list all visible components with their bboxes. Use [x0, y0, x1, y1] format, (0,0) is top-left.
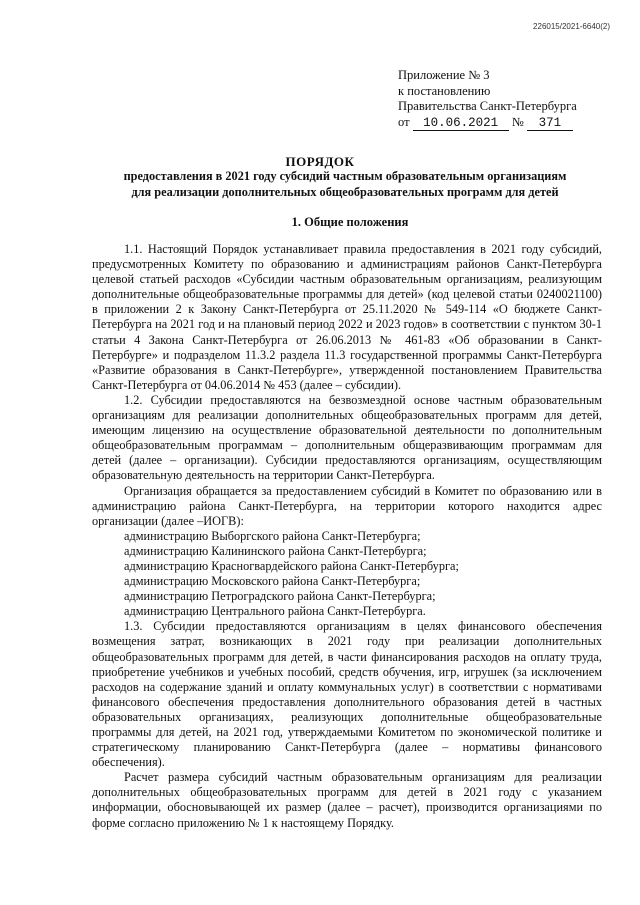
appendix-block [398, 68, 618, 131]
paragraph-calculation: Расчет размера субсидий частным образовательным организациям для реализации дополнительных общеобразовательных программ для детей в 2021 году с указанием информации, обосновывающей их размер (далее – расчет), производится организациями по форме согласно приложению № 1 к настоящему Порядку. [92, 770, 602, 830]
paragraph-1-3: 1.3. Субсидии предоставляются организациям в целях финансового обеспечения возмещения затрат, возникающих в 2021 году при реализации дополнительных общеобразовательных программ для детей, в части финансирования расходов на оплату труда, приобретение учебников и учебных пособий, средств обучения, игр, игрушек (за исключением расходов на содержание зданий и оплату коммунальных услуг) в соответствии с нормативами финансового обеспечения предоставления дополнительного образования детей в частных образовательных организациях, реализующих дополнительные общеобразовательные программы для детей, на 2021 год, утверждаемыми Комитетом по экономической политике и стратегическому планированию Санкт-Петербурга (далее – нормативы финансового обеспечения). [92, 619, 602, 770]
appendix-line-3: Правительства Санкт-Петербурга [398, 99, 577, 113]
list-item: администрацию Московского района Санкт-Петербурга; [124, 574, 421, 589]
subtitle-line-1: предоставления в 2021 году субсидий частным образовательным организациям [123, 169, 567, 183]
decree-date: 10.06.2021 [413, 117, 509, 131]
from-label: от [398, 114, 410, 129]
appendix-line-1: Приложение № 3 [398, 68, 490, 82]
paragraph-organization: Организация обращается за предоставлением субсидий в Комитет по образованию или в администрацию района Санкт-Петербурга, на территории которого находится адрес организации (далее –ИОГВ): [92, 483, 602, 528]
document-body [92, 242, 602, 831]
appendix-line-2: к постановлению [398, 83, 491, 98]
paragraph-1-1: 1.1. Настоящий Порядок устанавливает правила предоставления в 2021 году субсидий, предусмотренных Комитету по образованию и администрациям районов Санкт-Петербурга целевой статьей расходов «Субсидии частным образовательным организациям, реализующим дополнительные общеобразовательные программы для детей» (код целевой статьи 0240021100) в приложении 2 к Закону Санкт-Петербурга от 25.11.2020 № 549-114 «О бюджете Санкт-Петербурга на 2021 год и на плановый период 2022 и 2023 годов» в соответствии с пунктом 30-1 статьи 4 Закона Санкт-Петербурга от 26.06.2013 № 461-83 «Об образовании в Санкт-Петербурге» и подразделом 11.3.2 раздела 11.3 государственной программы Санкт-Петербурга «Развитие образования в Санкт-Петербурге», утвержденной постановлением Правительства Санкт-Петербурга от 04.06.2014 № 453 (далее – субсидии). [92, 242, 602, 392]
document-id: 226015/2021-6640(2) [533, 22, 610, 31]
appendix-date-line [398, 115, 618, 131]
subtitle-line-2: для реализации дополнительных общеобразовательных программ для детей [131, 184, 559, 199]
list-item: администрацию Калининского района Санкт-Петербурга; [124, 543, 427, 558]
number-label: № [511, 114, 524, 129]
section-heading: 1. Общие положения [291, 215, 409, 229]
document-title: ПОРЯДОК [285, 154, 355, 169]
document-subtitle [90, 169, 600, 200]
paragraph-1-2: 1.2. Субсидии предоставляются на безвозмездной основе частным образовательным организациям для реализации дополнительных общеобразовательных программ для детей, имеющим лицензию на осуществление образовательной деятельности по дополнительным общеобразовательным программам – дополнительным общеразвивающим программам для детей (далее – организации). Субсидии предоставляются организациям, осуществляющим образовательную деятельность на территории Санкт-Петербурга. [92, 392, 602, 483]
list-item: администрацию Красногвардейского района Санкт-Петербурга; [124, 558, 459, 573]
decree-number: 371 [527, 117, 573, 131]
list-item: администрацию Петроградского района Санкт-Петербурга; [124, 589, 436, 604]
list-item: администрацию Выборгского района Санкт-Петербурга; [124, 528, 421, 543]
list-item: администрацию Центрального района Санкт-Петербурга. [124, 604, 426, 619]
